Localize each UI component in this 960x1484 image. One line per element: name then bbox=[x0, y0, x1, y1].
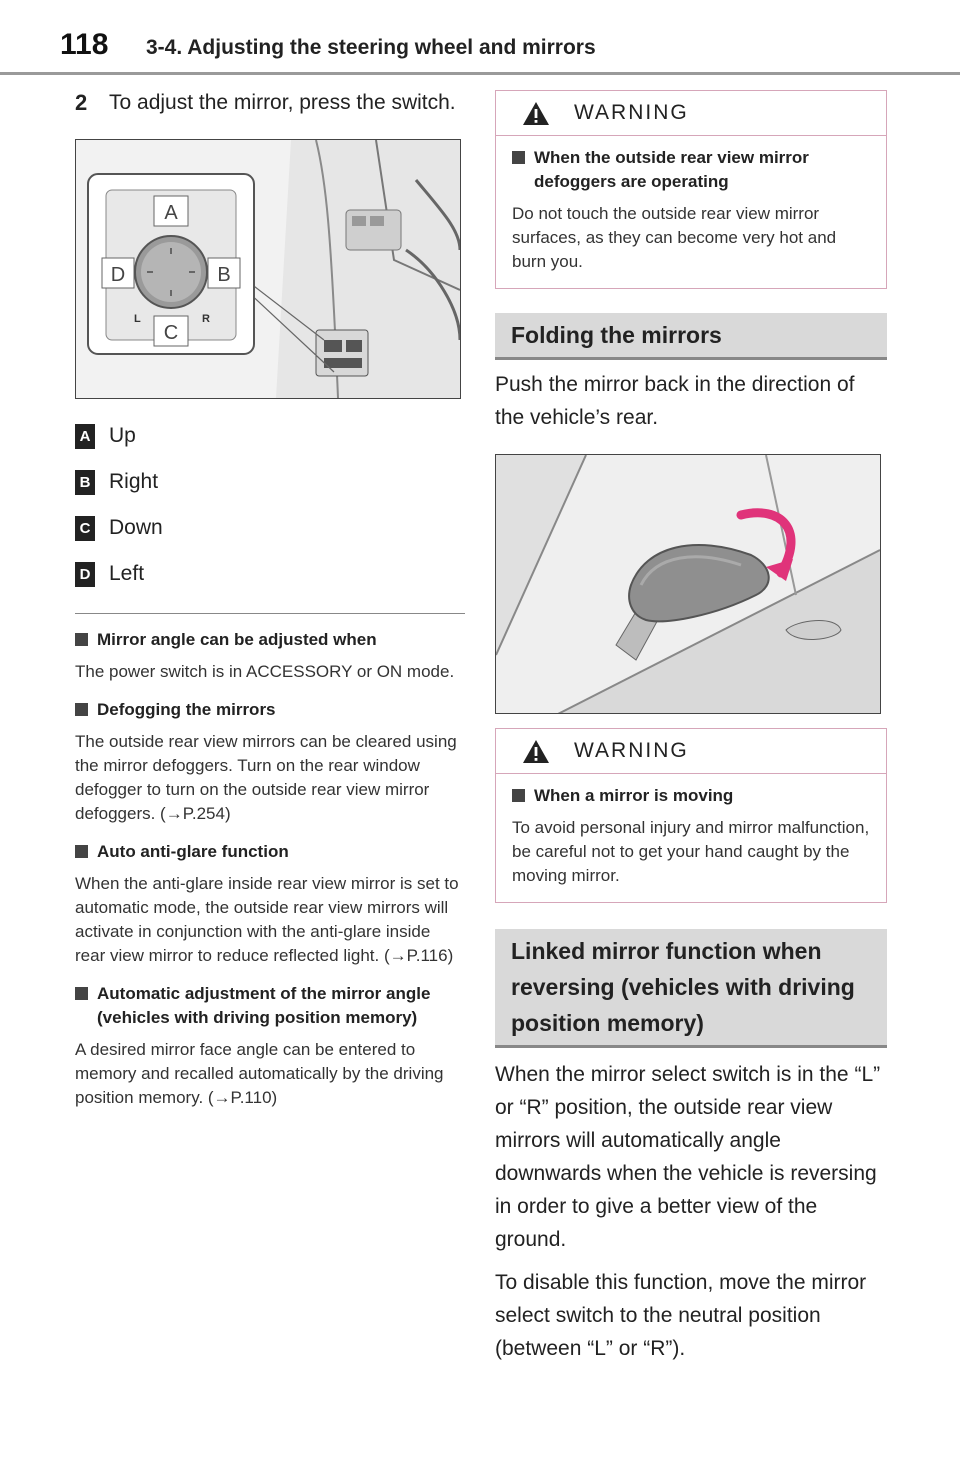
legend-label: Left bbox=[109, 562, 145, 585]
note-body: The power switch is in ACCESSORY or ON mode. bbox=[75, 662, 455, 681]
legend-label: Down bbox=[109, 516, 163, 539]
note-heading: Auto anti-glare function bbox=[75, 840, 465, 864]
warning-text: To avoid personal injury and mirror malfunction, be careful not to get your hand caught by the moving mirror. bbox=[512, 818, 870, 885]
warning-triangle-icon bbox=[522, 739, 550, 764]
note-heading: Defogging the mirrors bbox=[75, 698, 465, 722]
warning-triangle-icon bbox=[522, 101, 550, 126]
step-number: 2 bbox=[75, 90, 88, 115]
note-auto-adjust bbox=[75, 982, 465, 1110]
linked-mirror-heading: Linked mirror function when reversing (vehicles with driving position memory) bbox=[495, 929, 887, 1048]
legend-badge: C bbox=[75, 516, 95, 541]
warning-header bbox=[496, 91, 886, 136]
note-heading: Automatic adjustment of the mirror angle (vehicles with driving position memory) bbox=[75, 982, 465, 1030]
mirror-switch-illustration bbox=[76, 140, 460, 398]
linked-para-1: When the mirror select switch is in the “L” or “R” position, the outside rear view mirrors will automatically angle downwards when the vehicle is reversing in order to give a better view of the ground. bbox=[495, 1063, 881, 1251]
mirror-switch-figure bbox=[75, 139, 461, 399]
legend-label: Up bbox=[109, 424, 136, 447]
note-anti-glare bbox=[75, 840, 465, 968]
section-title: 3-4. Adjusting the steering wheel and mirrors bbox=[146, 36, 596, 59]
square-bullet-icon bbox=[75, 703, 88, 716]
legend-row bbox=[75, 505, 465, 551]
left-column bbox=[75, 86, 465, 1124]
square-bullet-icon bbox=[512, 789, 525, 802]
right-column bbox=[495, 90, 887, 1365]
note-defogging bbox=[75, 698, 465, 826]
warning-box-moving bbox=[495, 728, 887, 903]
note-body: The outside rear view mirrors can be cleared using the mirror defoggers. Turn on the rear window defogger to turn on the outside rear view mirror defoggers. (→P.254) bbox=[75, 732, 457, 823]
label-l: L bbox=[134, 313, 141, 325]
square-bullet-icon bbox=[75, 987, 88, 1000]
label-a: A bbox=[164, 202, 178, 224]
note-body: A desired mirror face angle can be entered to memory and recalled automatically by the driving position memory. (→P.110) bbox=[75, 1040, 444, 1107]
square-bullet-icon bbox=[75, 845, 88, 858]
legend-badge: B bbox=[75, 470, 95, 495]
warning-text: Do not touch the outside rear view mirror surfaces, as they can become very hot and burn you. bbox=[512, 204, 837, 271]
legend-row bbox=[75, 551, 465, 597]
square-bullet-icon bbox=[512, 151, 525, 164]
step-2 bbox=[75, 86, 465, 119]
label-b: B bbox=[217, 264, 231, 286]
warning-title: WARNING bbox=[574, 101, 689, 124]
mirror-folding-illustration bbox=[496, 455, 880, 713]
warning-box-defoggers bbox=[495, 90, 887, 289]
folding-heading: Folding the mirrors bbox=[495, 313, 887, 360]
page-header bbox=[0, 0, 960, 76]
mirror-folding-figure bbox=[495, 454, 881, 714]
legend-badge: D bbox=[75, 562, 95, 587]
warning-subheading: When the outside rear view mirror defoggers are operating bbox=[512, 146, 870, 194]
folding-text: Push the mirror back in the direction of the vehicle’s rear. bbox=[495, 373, 855, 429]
warning-body bbox=[496, 136, 886, 288]
page-number: 118 bbox=[60, 28, 109, 61]
warning-subheading: When a mirror is moving bbox=[512, 784, 870, 808]
note-mirror-angle bbox=[75, 628, 465, 684]
warning-header bbox=[496, 729, 886, 774]
warning-title: WARNING bbox=[574, 739, 689, 762]
square-bullet-icon bbox=[75, 633, 88, 646]
direction-legend bbox=[75, 413, 465, 597]
label-r: R bbox=[202, 313, 210, 325]
legend-label: Right bbox=[109, 470, 159, 493]
label-d: D bbox=[110, 264, 126, 286]
note-heading: Mirror angle can be adjusted when bbox=[75, 628, 465, 652]
legend-badge: A bbox=[75, 424, 95, 449]
linked-para-2: To disable this function, move the mirror select switch to the neutral position (between “L” or “R”). bbox=[495, 1271, 867, 1360]
legend-row bbox=[75, 413, 465, 459]
step-text: To adjust the mirror, press the switch. bbox=[109, 91, 456, 114]
note-body: When the anti-glare inside rear view mirror is set to automatic mode, the outside rear view mirrors will activate in conjunction with the anti-glare inside rear view mirror to reduce reflected light. (→P.116) bbox=[75, 874, 459, 965]
warning-body bbox=[496, 774, 886, 902]
legend-row bbox=[75, 459, 465, 505]
header-rule bbox=[0, 72, 960, 75]
label-c: C bbox=[163, 322, 179, 344]
section-divider bbox=[75, 613, 465, 614]
